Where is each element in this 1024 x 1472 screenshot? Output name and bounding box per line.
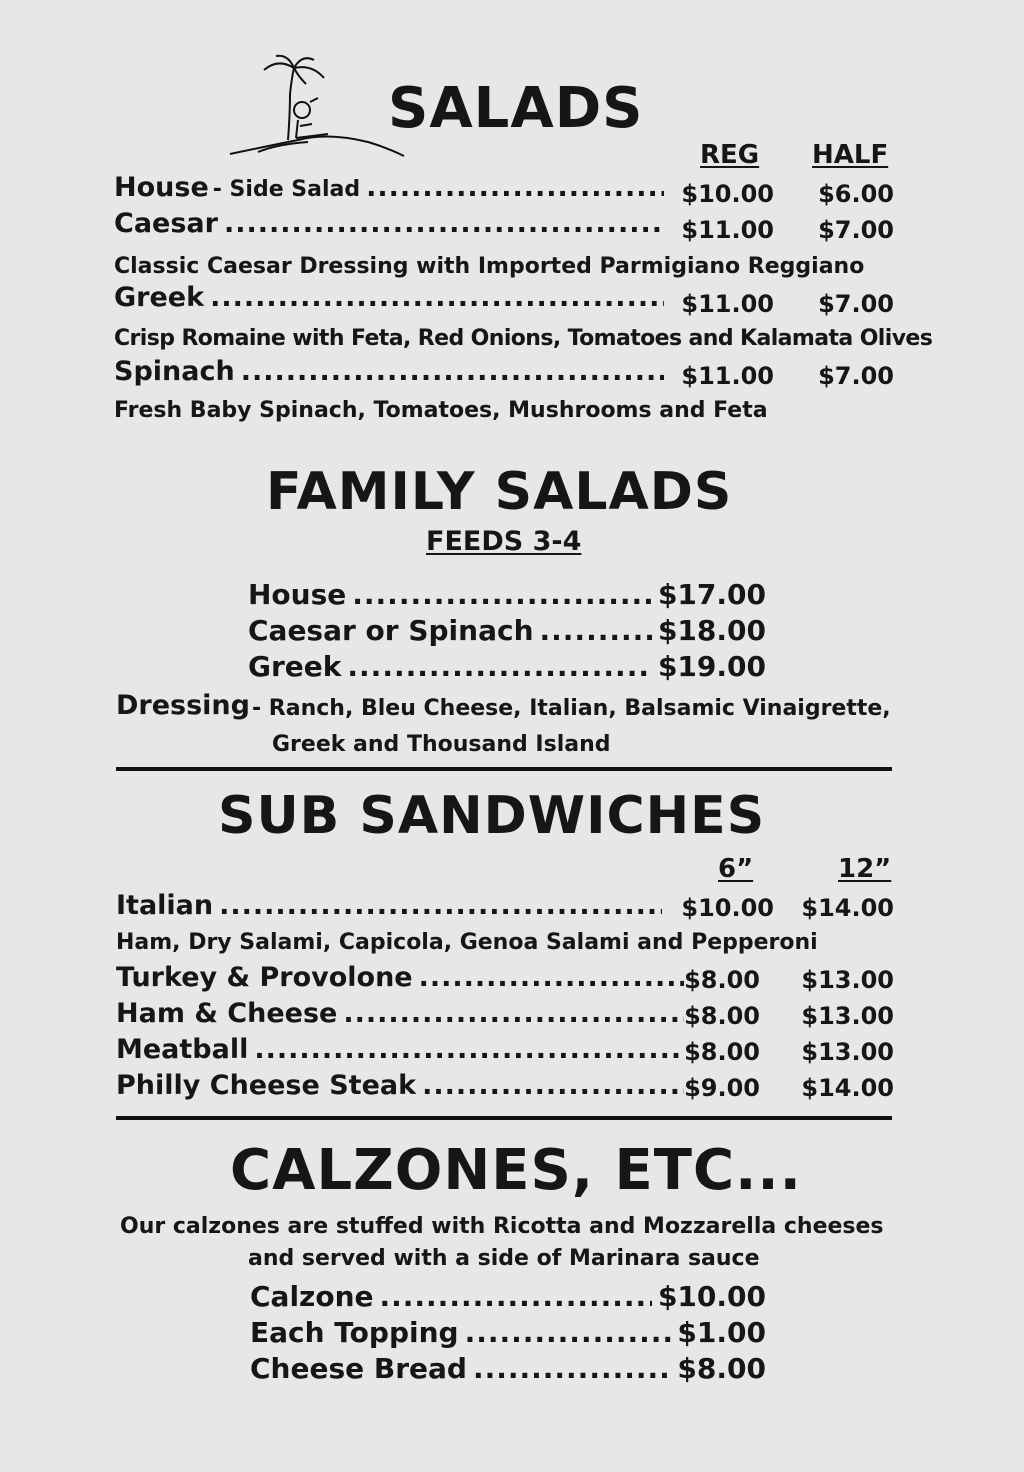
price-half: $7.00 xyxy=(818,290,894,318)
price-6-inch: $8.00 xyxy=(684,1038,760,1066)
price-half: $6.00 xyxy=(818,180,894,208)
menu-item-family-caesar-spinach: Caesar or Spinach ..... $18.00 xyxy=(248,614,766,647)
price-12-inch: $14.00 xyxy=(801,1074,894,1102)
price-6-inch: $8.00 xyxy=(684,1002,760,1030)
item-description: Fresh Baby Spinach, Tomatoes, Mushrooms and Feta xyxy=(114,398,768,423)
menu-item-turkey-provolone: Turkey & Provolone ..... xyxy=(116,962,690,993)
menu-item-family-greek: Greek ..... $19.00 xyxy=(248,650,766,683)
menu-item-each-topping: Each Topping ..... $1.00 xyxy=(250,1316,766,1349)
price-reg: $11.00 xyxy=(681,216,774,244)
reg-column-header: REG xyxy=(700,140,760,170)
price-6-inch: $8.00 xyxy=(684,966,760,994)
menu-item-ham-cheese: Ham & Cheese ..... xyxy=(116,998,690,1029)
price-12-inch: $14.00 xyxy=(801,894,894,922)
price-6-inch: $10.00 xyxy=(681,894,774,922)
divider xyxy=(116,767,892,771)
sub-sandwiches-title: SUB SANDWICHES xyxy=(218,786,766,846)
price-12-inch: $13.00 xyxy=(801,966,894,994)
divider xyxy=(116,1116,892,1120)
price-6-inch: $9.00 xyxy=(684,1074,760,1102)
family-salads-title: FAMILY SALADS xyxy=(266,462,733,522)
menu-item-calzone: Calzone ..... $10.00 xyxy=(250,1280,766,1313)
menu-item-caesar-salad: Caesar ..... xyxy=(114,208,670,239)
menu-item-greek-salad: Greek ..... xyxy=(114,282,670,313)
half-column-header: HALF xyxy=(812,140,889,170)
price-reg: $11.00 xyxy=(681,362,774,390)
calzones-description-continued: and served with a side of Marinara sauce xyxy=(248,1246,760,1271)
menu-item-house-salad: House - Side Salad ..... xyxy=(114,172,670,203)
twelve-inch-column-header: 12” xyxy=(838,854,892,884)
palm-island-icon xyxy=(228,54,408,162)
price-12-inch: $13.00 xyxy=(801,1038,894,1066)
price-half: $7.00 xyxy=(818,362,894,390)
price-reg: $10.00 xyxy=(681,180,774,208)
menu-item-spinach-salad: Spinach ..... xyxy=(114,356,670,387)
menu-item-cheese-bread: Cheese Bread ..... $8.00 xyxy=(250,1352,766,1385)
calzones-description: Our calzones are stuffed with Ricotta and Mozzarella cheeses xyxy=(120,1214,884,1239)
salads-title: SALADS xyxy=(388,76,644,141)
menu-item-italian-sub: Italian ..... xyxy=(116,890,668,921)
price-12-inch: $13.00 xyxy=(801,1002,894,1030)
dressing-options: - Ranch, Bleu Cheese, Italian, Balsamic Vinaigrette, xyxy=(252,696,891,721)
dressing-options-continued: Greek and Thousand Island xyxy=(272,732,611,757)
price-reg: $11.00 xyxy=(681,290,774,318)
menu-item-philly-cheese-steak: Philly Cheese Steak ..... xyxy=(116,1070,690,1101)
dressing-label: Dressing xyxy=(116,690,250,721)
calzones-title: CALZONES, ETC... xyxy=(230,1138,802,1203)
item-description: Crisp Romaine with Feta, Red Onions, Tomatoes and Kalamata Olives xyxy=(114,326,933,351)
price-half: $7.00 xyxy=(818,216,894,244)
six-inch-column-header: 6” xyxy=(718,854,754,884)
menu-item-family-house: House ..... $17.00 xyxy=(248,578,766,611)
family-salads-subtitle: FEEDS 3-4 xyxy=(426,526,582,557)
menu-item-meatball: Meatball ..... xyxy=(116,1034,690,1065)
item-description: Classic Caesar Dressing with Imported Parmigiano Reggiano xyxy=(114,254,865,279)
item-description: Ham, Dry Salami, Capicola, Genoa Salami and Pepperoni xyxy=(116,930,818,955)
